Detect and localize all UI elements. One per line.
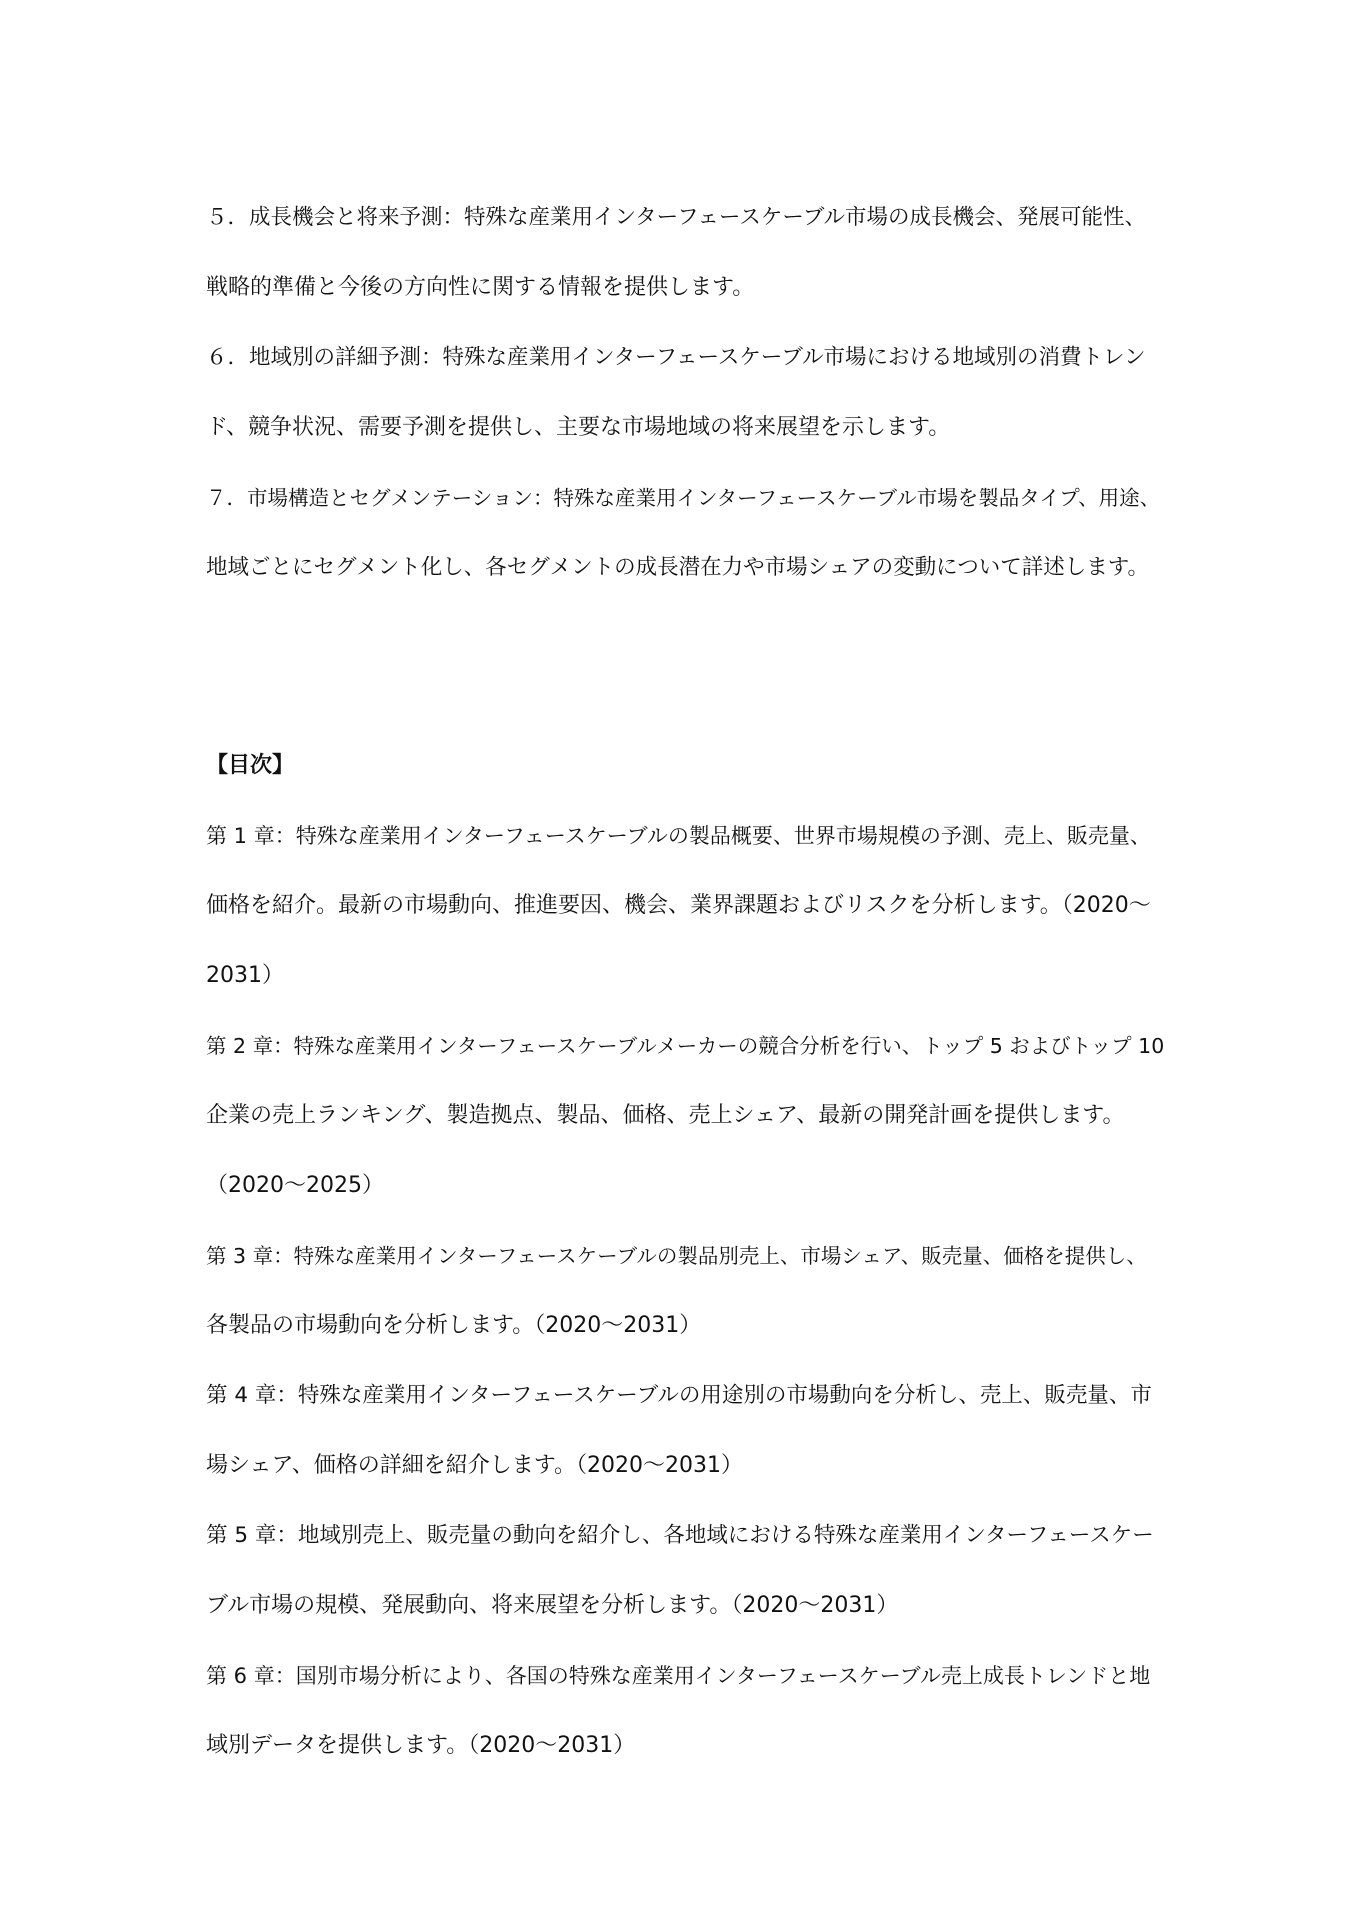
text-line: 第 2 章：特殊な産業用インターフェースケーブルメーカーの競合分析を行い、トップ 5 およびトップ 10 [206, 1034, 1165, 1058]
text-line: ６．地域別の詳細予測：特殊な産業用インターフェースケーブル市場における地域別の消費トレン [206, 345, 1146, 370]
text-line: 価格を紹介。最新の市場動向、推進要因、機会、業界課題およびリスクを分析します。（2020～ [206, 893, 1151, 918]
forecast-item-5 [206, 183, 1166, 323]
text-line: 第 6 章：国別市場分析により、各国の特殊な産業用インターフェースケーブル売上成長トレンドと地 [206, 1664, 1151, 1688]
toc-chapter-2 [206, 1011, 1166, 1221]
text-line: 企業の売上ランキング、製造拠点、製品、価格、売上シェア、最新の開発計画を提供します。 [206, 1103, 1125, 1128]
forecast-item-6 [206, 323, 1166, 463]
text-line: 地域ごとにセグメント化し、各セグメントの成長潜在力や市場シェアの変動について詳述します。 [206, 555, 1149, 580]
text-line: 第 3 章：特殊な産業用インターフェースケーブルの製品別売上、市場シェア、販売量、価格を提供し、 [206, 1244, 1147, 1268]
text-line: 戦略的準備と今後の方向性に関する情報を提供します。 [206, 275, 755, 300]
text-line: ７．市場構造とセグメンテーション：特殊な産業用インターフェースケーブル市場を製品タイプ、用途、 [206, 486, 1161, 510]
toc-chapter-3 [206, 1221, 1166, 1361]
toc-heading: 【目次】 [206, 753, 295, 778]
document-body [206, 183, 1166, 1781]
toc-chapter-1 [206, 801, 1166, 1011]
text-line: 域別データを提供します。（2020～2031） [206, 1733, 636, 1758]
toc-chapter-6 [206, 1641, 1166, 1781]
text-line: 2031） [206, 963, 284, 988]
text-line: 第 5 章：地域別売上、販売量の動向を紹介し、各地域における特殊な産業用インターフェースケー [206, 1523, 1154, 1548]
section-spacer [206, 603, 1166, 731]
text-line: 各製品の市場動向を分析します。（2020～2031） [206, 1313, 702, 1338]
text-line: ブル市場の規模、発展動向、将来展望を分析します。（2020～2031） [206, 1593, 899, 1618]
text-line: （2020～2025） [206, 1173, 384, 1198]
text-line: 第 1 章：特殊な産業用インターフェースケーブルの製品概要、世界市場規模の予測、売上、販売量、 [206, 824, 1151, 848]
toc-chapter-5 [206, 1501, 1166, 1641]
text-line: ５．成長機会と将来予測：特殊な産業用インターフェースケーブル市場の成長機会、発展可能性、 [206, 205, 1146, 230]
toc-chapter-4 [206, 1361, 1166, 1501]
text-line: 第 4 章：特殊な産業用インターフェースケーブルの用途別の市場動向を分析し、売上、販売量、市 [206, 1383, 1152, 1408]
forecast-item-7 [206, 463, 1166, 603]
text-line: ド、競争状況、需要予測を提供し、主要な市場地域の将来展望を示します。 [206, 415, 951, 440]
text-line: 場シェア、価格の詳細を紹介します。（2020～2031） [206, 1453, 744, 1478]
